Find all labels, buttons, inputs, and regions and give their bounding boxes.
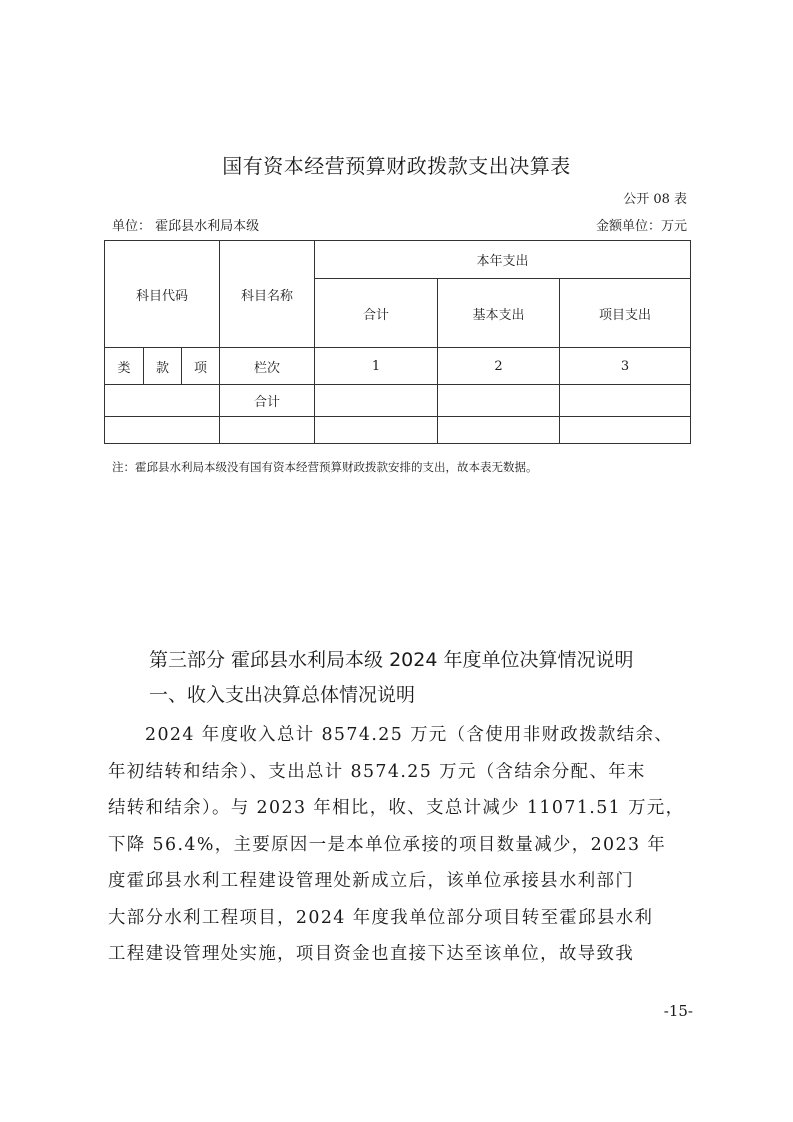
empty-cell [105, 417, 220, 444]
expenditure-table [104, 240, 691, 444]
index-section: 款 [144, 348, 182, 385]
index-col-1: 1 [315, 348, 438, 385]
table-empty-row [105, 417, 691, 444]
form-code: 公开 08 表 [623, 192, 687, 207]
total-row-label: 合计 [220, 385, 315, 417]
empty-cell [560, 417, 691, 444]
total-row-basic [438, 385, 560, 417]
amount-unit: 金额单位：万元 [595, 219, 687, 234]
header-project-expenditure: 项目支出 [560, 279, 691, 348]
part-heading: 第三部分 霍邱县水利局本级 2024 年度单位决算情况说明 [149, 649, 634, 671]
page-number: -15- [663, 1002, 693, 1020]
index-col-3: 3 [560, 348, 691, 385]
total-row-code [105, 385, 220, 417]
empty-cell [220, 417, 315, 444]
index-class: 类 [105, 348, 144, 385]
header-total: 合计 [315, 279, 438, 348]
table-index-row [105, 348, 691, 385]
paragraph-line: 大部分水利工程项目，2024 年度我单位部分项目转至霍邱县水利 [108, 908, 654, 928]
header-basic-expenditure: 基本支出 [438, 279, 560, 348]
table-total-row [105, 385, 691, 417]
index-item: 项 [182, 348, 220, 385]
index-col-2: 2 [438, 348, 560, 385]
index-column-order: 栏次 [220, 348, 315, 385]
paragraph-line: 结转和结余）。与 2023 年相比，收、支总计减少 11071.51 万元， [108, 798, 685, 818]
unit-label: 单位： 霍邱县水利局本级 [112, 219, 260, 234]
paragraph-line: 年初结转和结余）、支出总计 8574.25 万元（含结余分配、年末 [108, 762, 646, 782]
paragraph-line: 2024 年度收入总计 8574.25 万元（含使用非财政拨款结余、 [145, 725, 674, 745]
header-subject-code: 科目代码 [105, 241, 220, 348]
paragraph-line: 下降 56.4%，主要原因一是本单位承接的项目数量减少，2023 年 [108, 835, 667, 855]
paragraph-line: 工程建设管理处实施，项目资金也直接下达至该单位，故导致我 [108, 944, 635, 964]
header-current-year-expenditure: 本年支出 [315, 241, 691, 279]
paragraph-line: 度霍邱县水利工程建设管理处新成立后，该单位承接县水利部门 [108, 871, 635, 891]
document-title: 国有资本经营预算财政拨款支出决算表 [222, 154, 571, 178]
total-row-total [315, 385, 438, 417]
header-subject-name: 科目名称 [220, 241, 315, 348]
table-header-row [105, 241, 691, 279]
empty-cell [315, 417, 438, 444]
table-note: 注：霍邱县水利局本级没有国有资本经营预算财政拨款安排的支出，故本表无数据。 [112, 460, 538, 474]
section-heading: 一、收入支出决算总体情况说明 [149, 684, 416, 706]
total-row-project [560, 385, 691, 417]
empty-cell [438, 417, 560, 444]
